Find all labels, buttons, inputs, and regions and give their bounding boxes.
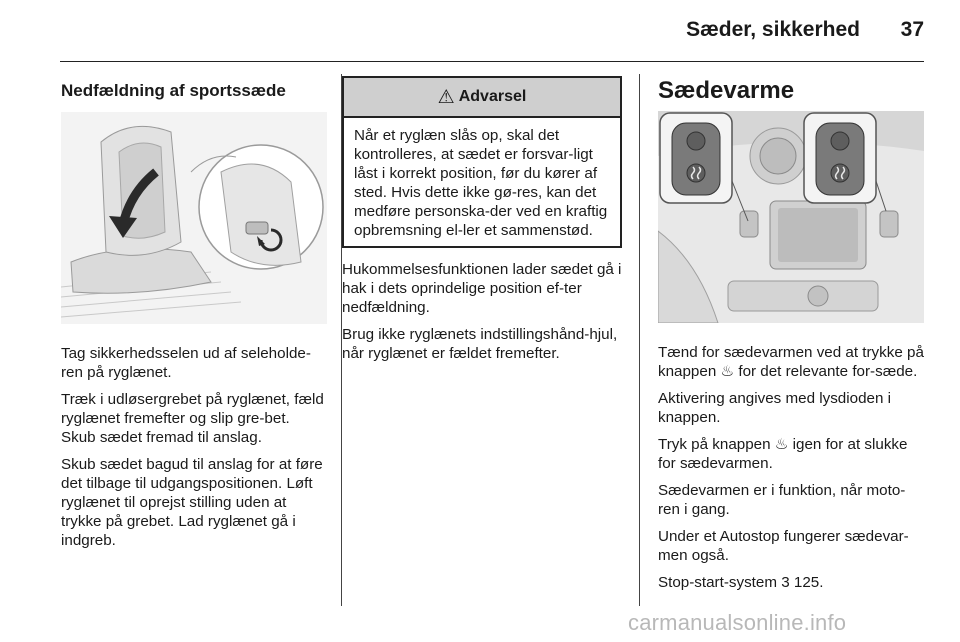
page-reference-symbol: 3	[781, 574, 790, 591]
section-heading-sports-seat: Nedfældning af sportssæde	[61, 81, 286, 100]
paragraph: Træk i udløsergrebet på ryglænet, fæld ryglænet fremefter og slip gre-bet. Skub sædet fremad til anslag.	[61, 391, 324, 446]
paragraph: Sædevarmen er i funktion, når moto-ren i gang.	[658, 482, 906, 518]
paragraph: Tryk på knappen ♨ igen for at slukke for sædevarmen.	[658, 436, 908, 472]
column-sports-seat	[61, 76, 327, 558]
watermark: carmanualsonline.info	[628, 610, 847, 635]
warning-header	[344, 78, 620, 118]
column-divider-right	[639, 74, 640, 606]
warning-icon: ⚠	[437, 86, 455, 108]
seat-heating-buttons-illustration	[658, 111, 924, 323]
page-header-title: Sæder, sikkerhed	[686, 18, 860, 41]
paragraph: Tænd for sædevarmen ved at trykke på knappen ♨ for det relevante for-sæde.	[658, 344, 924, 380]
paragraph: Tag sikkerhedsselen ud af seleholde-ren på ryglænet.	[61, 345, 311, 381]
paragraph: Skub sædet bagud til anslag for at føre det tilbage til udgangspositionen. Løft ryglænet til oprejst stilling uden at trykke på grebet. Lad ryglænet gå i indgreb.	[61, 456, 323, 549]
paragraph: Brug ikke ryglænets indstillingshånd-hjul, når ryglænet er fældet fremefter.	[342, 326, 618, 362]
warning-title: Advarsel	[458, 88, 527, 105]
warning-text: Når et ryglæn slås op, skal det kontrolleres, at sædet er forsvar-ligt låst i korrekt position, før du kører af sted. Hvis dette ikke gø-res, kan det medføre personska-der ved en kraftig opbremsning el-ler et sammenstød.	[354, 127, 608, 239]
warning-box	[342, 76, 622, 248]
sports-seat-illustration	[61, 112, 327, 324]
paragraph: Under et Autostop fungerer sædevar-men også.	[658, 528, 909, 564]
header-rule	[60, 61, 924, 62]
column-seat-heating	[658, 76, 924, 600]
page-number: 37	[900, 18, 924, 41]
seat-heat-icon: ♨	[774, 436, 789, 453]
paragraph: Hukommelsesfunktionen lader sædet gå i hak i dets oprindelige position ef-ter nedfældning.	[342, 261, 622, 316]
seat-heat-icon: ♨	[720, 363, 735, 380]
paragraph: Aktivering angives med lysdioden i knappen.	[658, 390, 891, 426]
section-heading-seat-heating: Sædevarme	[658, 77, 795, 104]
paragraph: Stop-start-system 3 125.	[658, 574, 824, 591]
column-warning	[342, 76, 626, 371]
